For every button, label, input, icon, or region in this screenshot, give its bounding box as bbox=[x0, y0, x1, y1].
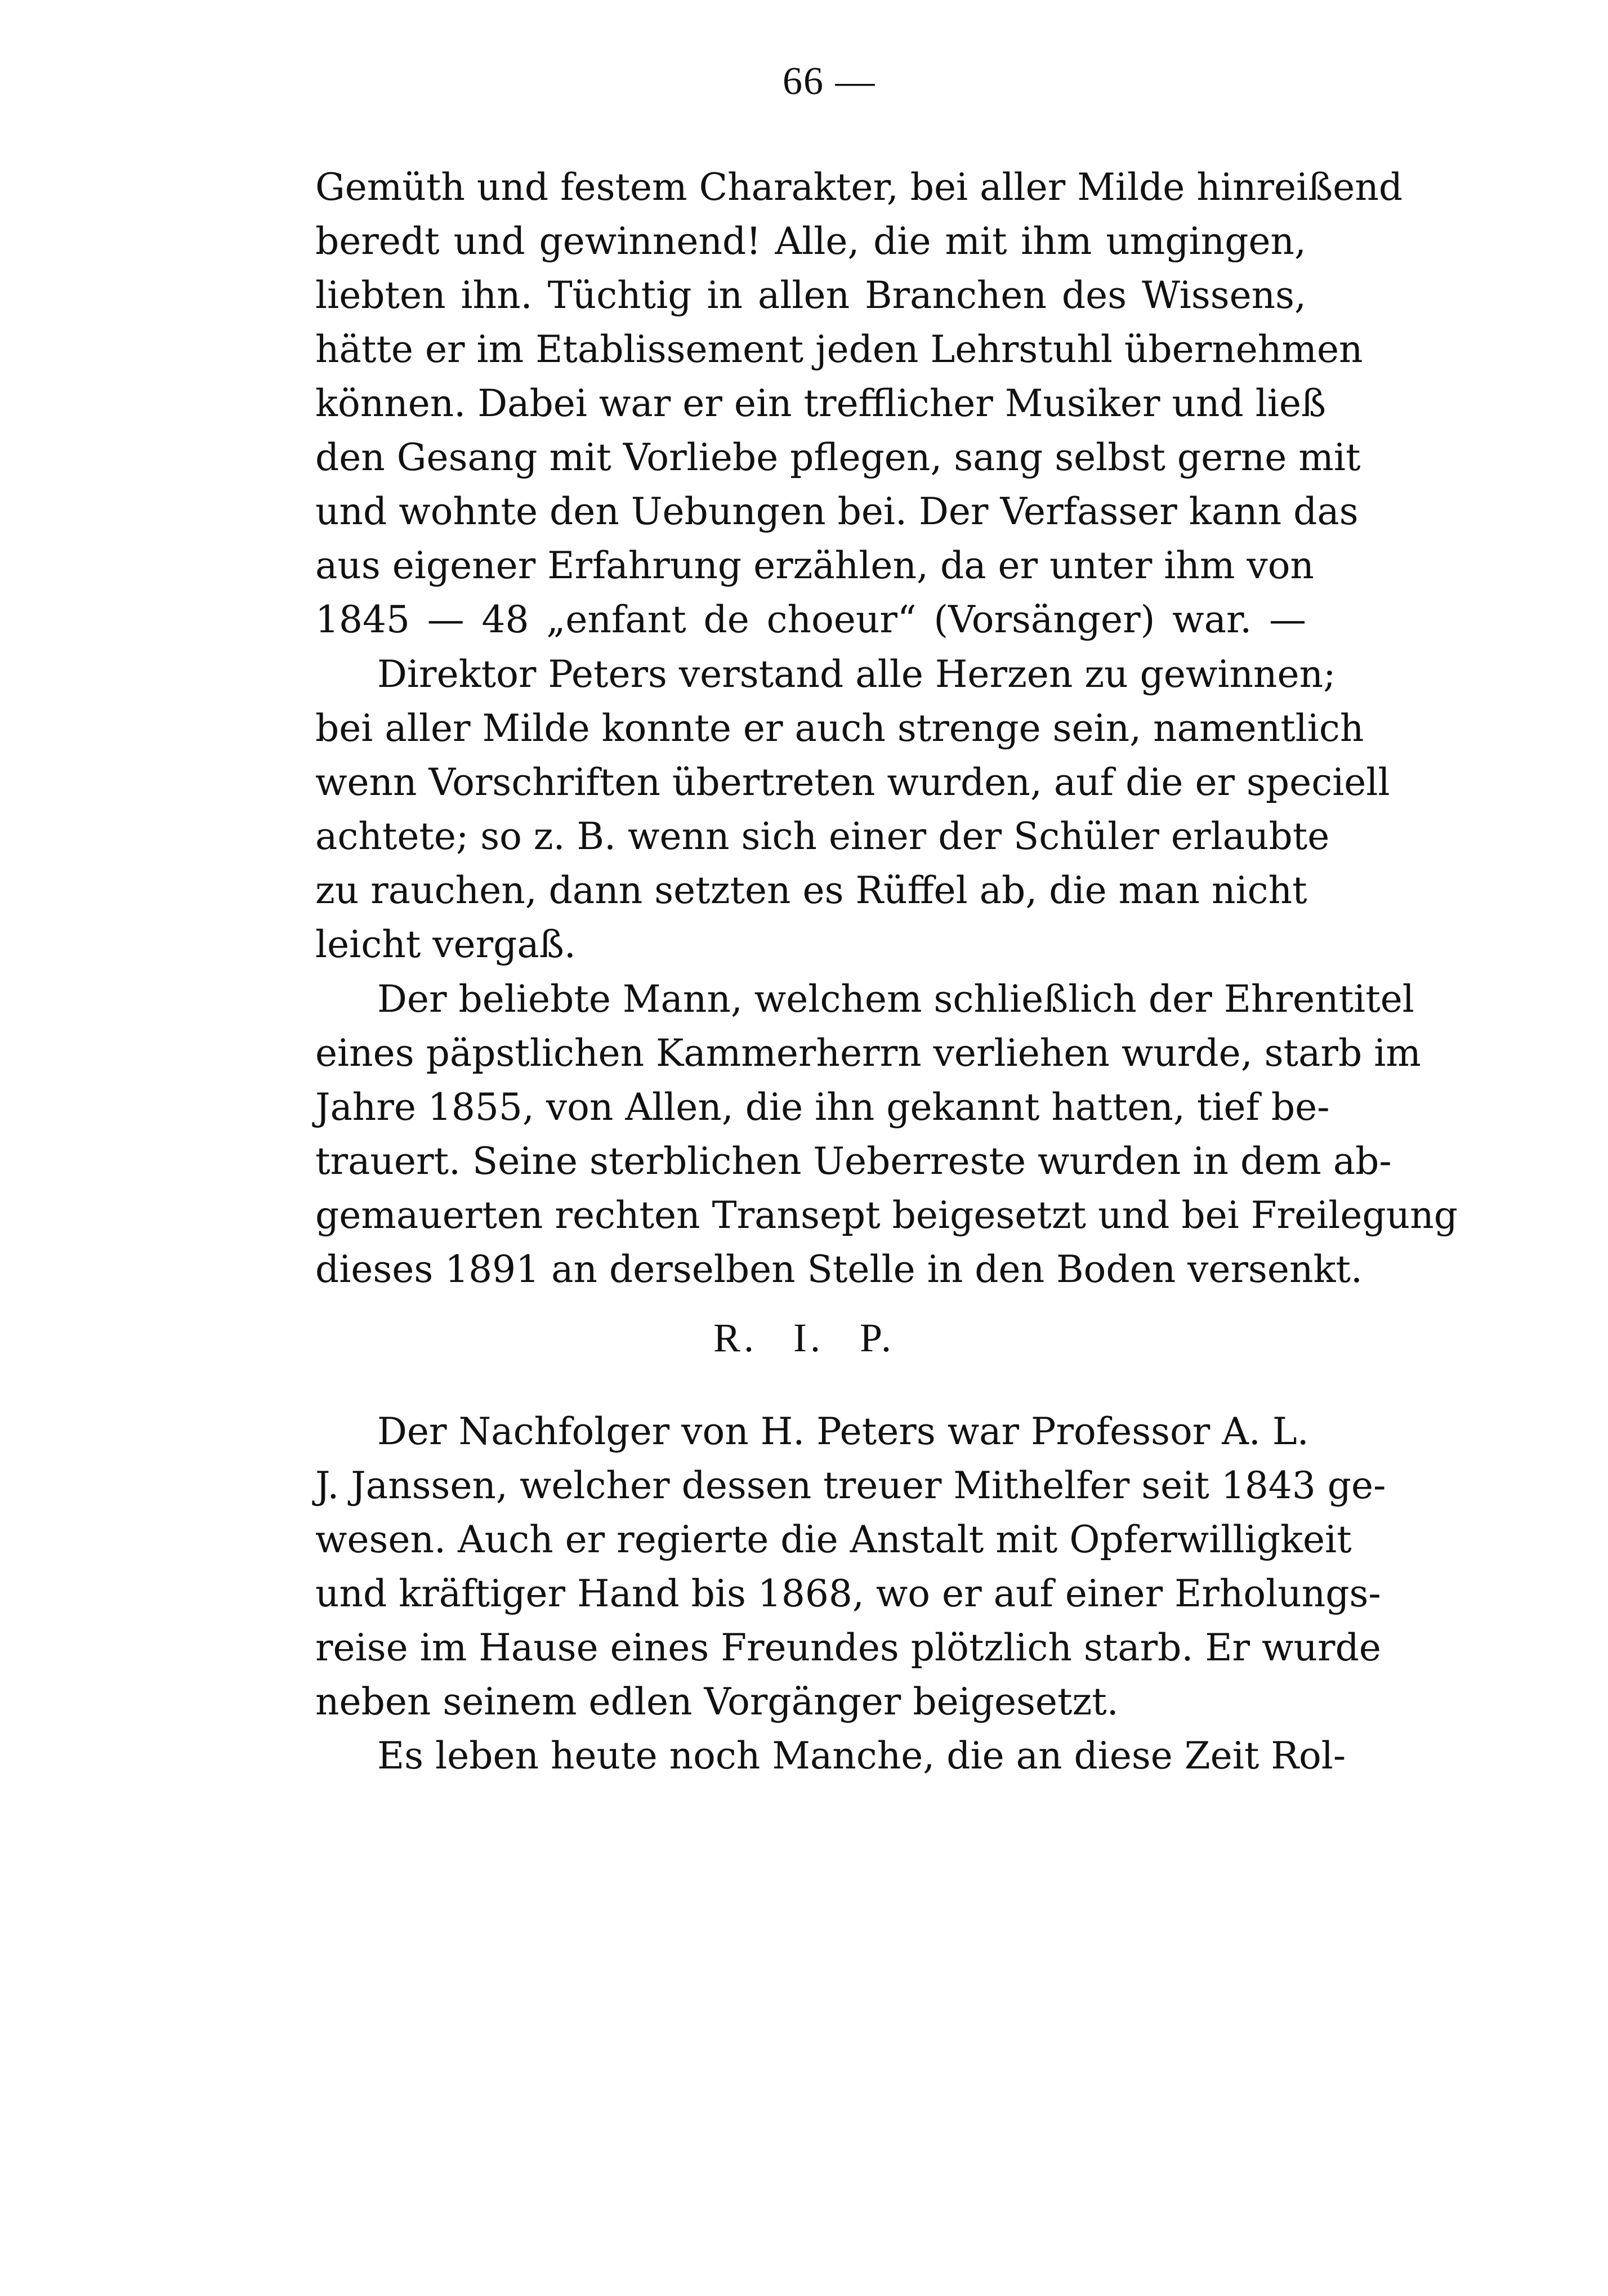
text-line: den Gesang mit Vorliebe pflegen, sang selbst gerne mit bbox=[315, 436, 1361, 479]
text-line: zu rauchen, dann setzten es Rüffel ab, die man nicht bbox=[315, 869, 1307, 912]
text-line: reise im Hause eines Freundes plötzlich starb. Er wurde bbox=[315, 1626, 1381, 1669]
text-line: Direktor Peters verstand alle Herzen zu gewinnen; bbox=[377, 653, 1336, 696]
text-line: bei aller Milde konnte er auch strenge sein, namentlich bbox=[315, 707, 1364, 750]
paragraph-3 bbox=[315, 972, 1458, 1297]
page-number-header: 66 — bbox=[783, 60, 876, 103]
text-line: und kräftiger Hand bis 1868, wo er auf einer Erholungs- bbox=[315, 1572, 1381, 1615]
text-line: achtete; so z. B. wenn sich einer der Schüler erlaubte bbox=[315, 815, 1330, 858]
text-line: Der beliebte Mann, welchem schließlich der Ehrentitel bbox=[377, 977, 1414, 1021]
text-line: beredt und gewinnend! Alle, die mit ihm umgingen, bbox=[315, 220, 1306, 263]
paragraph-1 bbox=[315, 160, 1403, 647]
text-line: trauert. Seine sterblichen Ueberreste wurden in dem ab- bbox=[315, 1140, 1392, 1183]
text-line: wesen. Auch er regierte die Anstalt mit Opferwilligkeit bbox=[315, 1518, 1352, 1561]
text-line: Der Nachfolger von H. Peters war Professor A. L. bbox=[377, 1410, 1309, 1453]
text-line: Es leben heute noch Manche, die an diese Zeit Rol- bbox=[377, 1734, 1346, 1777]
text-line: gemauerten rechten Transept beigesetzt und bei Freilegung bbox=[315, 1194, 1458, 1237]
text-line: eines päpstlichen Kammerherrn verliehen wurde, starb im bbox=[315, 1031, 1421, 1075]
paragraph-4 bbox=[315, 1405, 1386, 1783]
rip-inscription: R. I. P. bbox=[713, 1315, 895, 1360]
text-line: können. Dabei war er ein trefflicher Musiker und ließ bbox=[315, 382, 1326, 425]
text-line: liebten ihn. Tüchtig in allen Branchen des Wissens, bbox=[315, 274, 1306, 317]
paragraph-2 bbox=[315, 647, 1390, 972]
text-line: Gemüth und festem Charakter, bei aller Milde hinreißend bbox=[315, 166, 1403, 209]
text-line: Jahre 1855, von Allen, die ihn gekannt hatten, tief be- bbox=[315, 1086, 1330, 1129]
text-line: neben seinem edlen Vorgänger beigesetzt. bbox=[315, 1680, 1119, 1723]
text-line: und wohnte den Uebungen bei. Der Verfasser kann das bbox=[315, 490, 1359, 533]
text-line: hätte er im Etablissement jeden Lehrstuhl übernehmen bbox=[315, 328, 1363, 371]
text-line: leicht vergaß. bbox=[315, 923, 576, 966]
text-line: aus eigener Erfahrung erzählen, da er unter ihm von bbox=[315, 544, 1314, 587]
text-line: dieses 1891 an derselben Stelle in den Boden versenkt. bbox=[315, 1248, 1363, 1291]
text-line: 1845 — 48 „enfant de choeur“ (Vorsänger) war. — bbox=[315, 598, 1306, 641]
text-line: J. Janssen, welcher dessen treuer Mithelfer seit 1843 ge- bbox=[315, 1464, 1386, 1507]
text-line: wenn Vorschriften übertreten wurden, auf die er speciell bbox=[315, 761, 1390, 804]
